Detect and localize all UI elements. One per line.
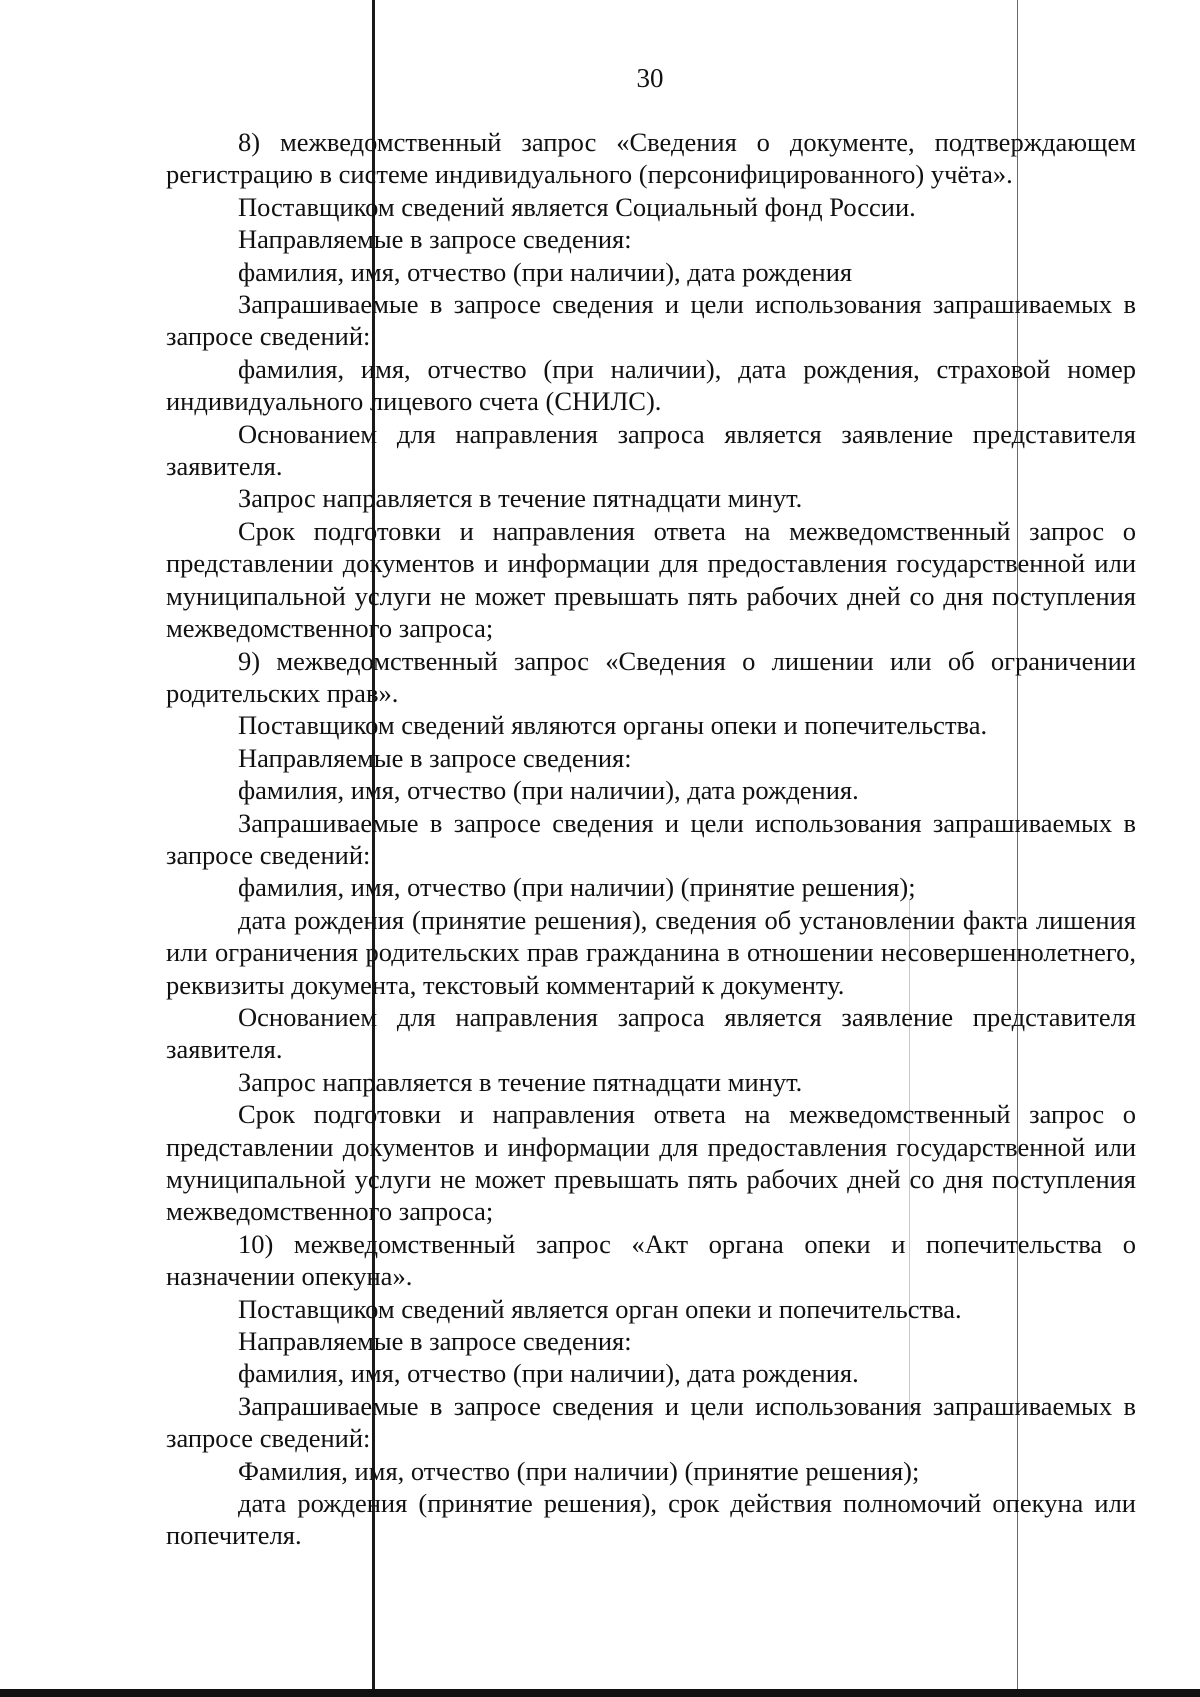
paragraph-provider: Поставщиком сведений является орган опеки и попечительства.	[238, 1293, 962, 1324]
paragraph-sent-data-heading: Направляемые в запросе сведения:	[238, 742, 632, 773]
paragraph-sent-data: фамилия, имя, отчество (при наличии), дата рождения.	[238, 1358, 859, 1389]
paragraph-basis: Основанием для направления запроса является заявление представителя заявителя.	[166, 418, 1136, 482]
paragraph-requested-data-heading: Запрашиваемые в запросе сведения и цели использования запрашиваемых в запросе сведений:	[166, 1390, 1136, 1454]
paragraph-sent-data: фамилия, имя, отчество (при наличии), дата рождения.	[238, 775, 859, 806]
paragraph-request-10: 10) межведомственный запрос «Акт органа опеки и попечительства о назначении опекуна».	[166, 1228, 1136, 1292]
paragraph-requested-data: фамилия, имя, отчество (при наличии) (принятие решения);	[238, 872, 916, 903]
paragraph-timing: Запрос направляется в течение пятнадцати минут.	[238, 1066, 803, 1097]
paragraph-provider: Поставщиком сведений является Социальный фонд России.	[238, 191, 916, 222]
page-number: 30	[636, 63, 664, 93]
paragraph-requested-data-heading: Запрашиваемые в запросе сведения и цели использования запрашиваемых в запросе сведений:	[166, 289, 1136, 352]
paragraph-requested-data: Фамилия, имя, отчество (при наличии) (принятие решения);	[238, 1455, 920, 1486]
paragraph-requested-data: дата рождения (принятие решения), сведения об установлении факта лишения или ограничения родительских прав гражданина в отношении несовершеннолетнего, реквизиты документа, текстовый комментарий к документу.	[166, 904, 1136, 1000]
paragraph-timing: Запрос направляется в течение пятнадцати минут.	[238, 483, 803, 514]
paragraph-request-8: 8) межведомственный запрос «Сведения о документе, подтверждающем регистрацию в системе индивидуального (персонифицированного) учёта».	[166, 127, 1136, 190]
paragraph-basis: Основанием для направления запроса является заявление представителя заявителя.	[166, 1001, 1136, 1065]
scan-bottom-border	[0, 1689, 1200, 1697]
paragraph-provider: Поставщиком сведений являются органы опеки и попечительства.	[238, 710, 988, 741]
paragraph-deadline: Срок подготовки и направления ответа на межведомственный запрос о представлении документов и информации для предоставления государственной или муниципальной услуги не может превышать пять рабочих дней со дня поступления межведомственного запроса;	[166, 1099, 1136, 1227]
paragraph-sent-data: фамилия, имя, отчество (при наличии), дата рождения	[238, 256, 853, 287]
paragraph-request-9: 9) межведомственный запрос «Сведения о лишении или об ограничении родительских прав».	[166, 645, 1136, 708]
paragraph-requested-data-heading: Запрашиваемые в запросе сведения и цели использования запрашиваемых в запросе сведений:	[166, 807, 1136, 870]
paragraph-sent-data-heading: Направляемые в запросе сведения:	[238, 1326, 632, 1357]
paragraph-deadline: Срок подготовки и направления ответа на межведомственный запрос о представлении документов и информации для предоставления государственной или муниципальной услуги не может превышать пять рабочих дней со дня поступления межведомственного запроса;	[166, 515, 1136, 644]
paragraph-requested-data: дата рождения (принятие решения), срок действия полномочий опекуна или попечителя.	[166, 1488, 1136, 1551]
paragraph-requested-data: фамилия, имя, отчество (при наличии), дата рождения, страховой номер индивидуального лицевого счета (СНИЛС).	[166, 353, 1136, 417]
document-body	[166, 126, 1136, 1552]
paragraph-sent-data-heading: Направляемые в запросе сведения:	[238, 224, 632, 255]
